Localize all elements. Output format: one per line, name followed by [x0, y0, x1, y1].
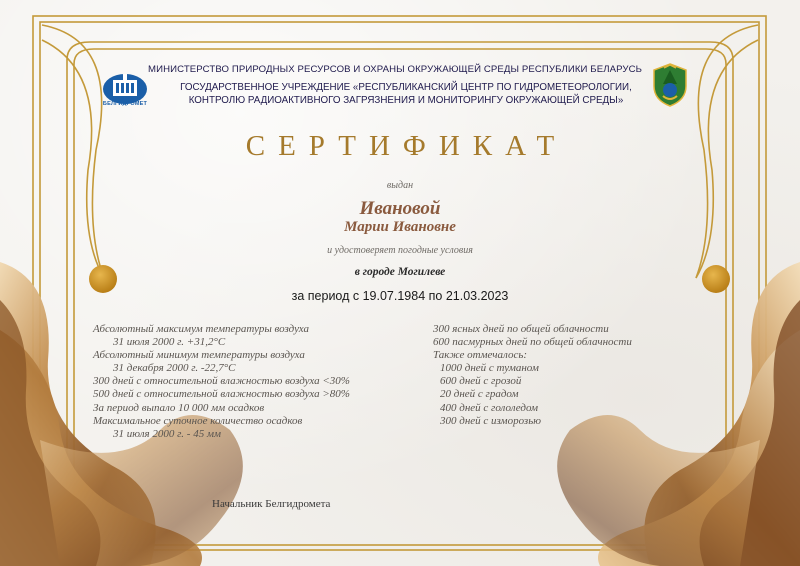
- stat-line: Максимальное суточное количество осадков: [93, 414, 303, 427]
- period-text: за период с 19.07.1984 по 21.03.2023: [291, 289, 509, 303]
- stat-line: Абсолютный максимум температуры воздуха: [93, 323, 310, 335]
- signatory-title: Начальник Белгидромета: [212, 498, 331, 510]
- recipient-surname: Ивановой: [359, 198, 441, 219]
- stat-line: 31 декабря 2000 г. -22,7°С: [113, 362, 236, 375]
- stat-line: 300 дней с относительной влажностью воздуха <30%: [93, 375, 350, 388]
- stat-line: 31 июля 2000 г. +31,2°С: [113, 336, 226, 349]
- stat-line: 300 дней с изморозью: [440, 414, 541, 427]
- institution-name: [156, 82, 656, 107]
- stat-line: Абсолютный минимум температуры воздуха: [93, 349, 305, 362]
- stat-line: 600 пасмурных дней по общей облачности: [433, 336, 632, 349]
- certifies-text: и удостоверяет погодные условия: [327, 245, 473, 256]
- belhydromet-logo-label: БЕЛГИДРОМЕТ: [102, 101, 148, 107]
- stat-line: 400 дней с гололедом: [440, 401, 539, 414]
- stat-line: 31 июля 2000 г. - 45 мм: [113, 427, 221, 440]
- issued-to-label: выдан: [386, 180, 414, 191]
- institution-line-2: КОНТРОЛЮ РАДИОАКТИВНОГО ЗАГРЯЗНЕНИЯ И МОНИТОРИНГУ ОКРУЖАЮЩЕЙ СРЕДЫ»: [188, 94, 624, 106]
- certificate-title: СЕРТИФИКАТ: [245, 130, 568, 162]
- stat-line: 500 дней с относительной влажностью воздуха >80%: [93, 388, 350, 401]
- stat-line: 600 дней с грозой: [440, 375, 522, 388]
- stat-line: Также отмечалось:: [433, 349, 528, 362]
- institution-line-1: ГОСУДАРСТВЕННОЕ УЧРЕЖДЕНИЕ «РЕСПУБЛИКАНСКИЙ ЦЕНТР ПО ГИДРОМЕТЕОРОЛОГИИ,: [180, 82, 632, 93]
- stats-right-column: [433, 323, 632, 428]
- city-text: в городе Могилеве: [354, 266, 446, 278]
- stats-left-column: [93, 323, 350, 441]
- stat-line: За период выпало 10 000 мм осадков: [93, 401, 265, 414]
- recipient-given-names: Марии Ивановне: [344, 219, 456, 235]
- stat-line: 300 ясных дней по общей облачности: [433, 323, 609, 335]
- ministry-name: МИНИСТЕРСТВО ПРИРОДНЫХ РЕСУРСОВ И ОХРАНЫ ОКРУЖАЮЩЕЙ СРЕДЫ РЕСПУБЛИКИ БЕЛАРУСЬ: [148, 64, 642, 75]
- stat-line: 1000 дней с туманом: [440, 362, 539, 375]
- stat-line: 20 дней с градом: [440, 388, 519, 401]
